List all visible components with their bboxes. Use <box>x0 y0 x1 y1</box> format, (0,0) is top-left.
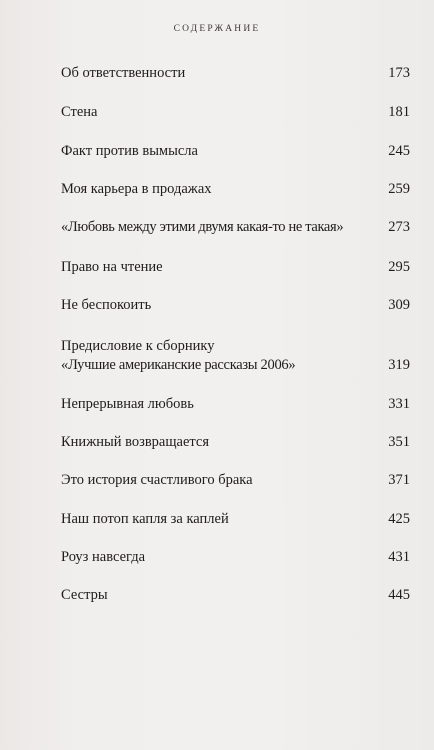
toc-entry-title-line: Стена <box>61 104 98 120</box>
toc-entry-title <box>61 433 366 452</box>
toc-entry-page: 445 <box>388 587 410 603</box>
toc-entry <box>61 180 410 199</box>
toc-entry-title-line: Наш потоп капля за каплей <box>61 511 229 527</box>
toc-entry-page: 425 <box>388 511 410 527</box>
toc-entry-page: 273 <box>388 219 410 235</box>
toc-entry-title <box>61 548 366 567</box>
toc-entry-title-line: «Любовь между этими двумя какая-то не такая» <box>61 219 344 235</box>
toc-entry <box>61 218 410 237</box>
page-header: СОДЕРЖАНИЕ <box>173 24 261 34</box>
toc-entry-page: 259 <box>388 181 410 197</box>
toc-entry-title <box>61 471 366 490</box>
toc-entry-page: 295 <box>388 259 410 275</box>
toc-entry-page: 319 <box>388 357 410 373</box>
toc-entry <box>61 337 410 375</box>
toc-entry <box>61 64 410 83</box>
toc-entry <box>61 103 410 122</box>
toc-entry-title-line: Непрерывная любовь <box>61 396 194 412</box>
toc-entry-title-line: Право на чтение <box>61 259 163 275</box>
toc-entry-title <box>61 510 366 529</box>
toc-entry-page: 331 <box>388 396 410 412</box>
toc-entry-title <box>61 142 366 161</box>
toc-entry-title-line: Это история счастливого брака <box>61 472 253 488</box>
toc-entry-title <box>61 258 366 277</box>
toc-entry-page: 309 <box>388 297 410 313</box>
toc-entry <box>61 395 410 414</box>
toc-entry-title-line: Предисловие к сборнику <box>61 338 215 354</box>
toc-entry <box>61 433 410 452</box>
toc-entry-title <box>61 586 366 605</box>
toc-entry-title-line: Сестры <box>61 587 108 603</box>
toc-entry-page: 371 <box>388 472 410 488</box>
toc-entry-title-line: Не беспокоить <box>61 297 152 313</box>
toc-entry-page: 245 <box>388 143 410 159</box>
toc-entry <box>61 258 410 277</box>
toc-entry-title-line: Моя карьера в продажах <box>61 181 212 197</box>
toc-entry-page: 431 <box>388 549 410 565</box>
toc-entry-title <box>61 103 366 122</box>
toc-entry-title <box>61 218 366 237</box>
toc-entry-title <box>61 64 366 83</box>
toc-entry-title-line: «Лучшие американские рассказы 2006» <box>61 357 296 373</box>
toc-entry-title <box>61 296 366 315</box>
toc-entry <box>61 548 410 567</box>
toc-entry <box>61 510 410 529</box>
toc-entry-title <box>61 395 366 414</box>
toc-entry <box>61 142 410 161</box>
toc-entry-title-line: Книжный возвращается <box>61 434 210 450</box>
toc-entry <box>61 586 410 605</box>
toc-entry-title-line: Роуз навсегда <box>61 549 146 565</box>
toc-entry-page: 173 <box>388 65 410 81</box>
toc-entry <box>61 471 410 490</box>
toc-entry-page: 351 <box>388 434 410 450</box>
toc-entry-title <box>61 337 366 375</box>
toc-entry-title-line: Об ответственности <box>61 65 186 81</box>
toc-entry-title <box>61 180 366 199</box>
toc-entry-page: 181 <box>388 104 410 120</box>
toc-entry <box>61 296 410 315</box>
toc-entry-title-line: Факт против вымысла <box>61 143 198 159</box>
